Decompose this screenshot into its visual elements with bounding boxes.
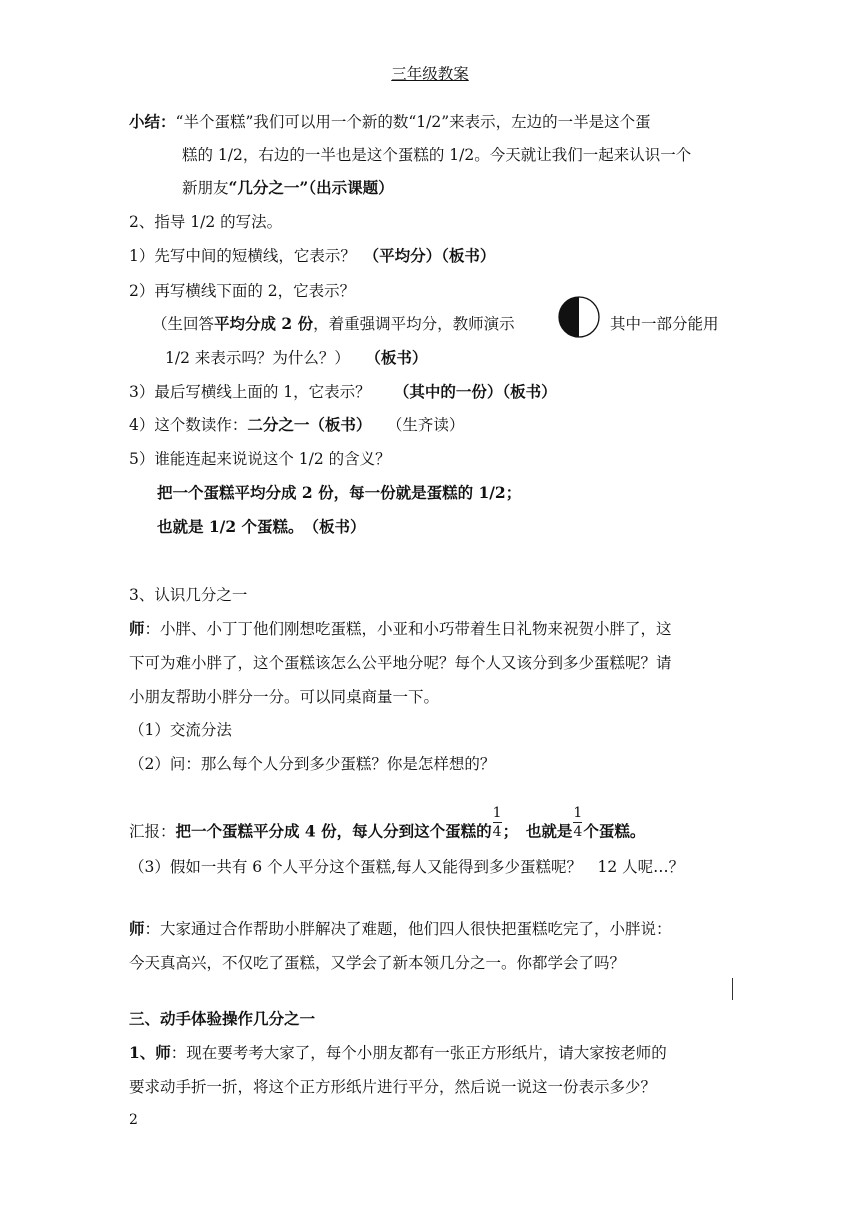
teacher-label: 师: [129, 619, 145, 638]
report-text-c: 个蛋糕。: [583, 821, 646, 841]
teacher-line-1: [129, 617, 672, 641]
step-4: [129, 413, 464, 437]
section-4-title: 三、动手体验操作几分之一: [129, 1009, 316, 1028]
summary-line-3: [182, 176, 394, 200]
step-3-board: （其中的一份）（板书）: [401, 382, 557, 401]
teacher2-label: 师: [129, 919, 145, 938]
step-5-answer-2: 也就是 1/2 个蛋糕。 （板书）: [157, 517, 366, 536]
teacher2-line-2: 今天真高兴，不仅吃了蛋糕，又学会了新本领几分之一。你都学会了吗？: [129, 954, 626, 972]
report-text-a: 把一个蛋糕平分成 4 份，每人分到这个蛋糕的: [175, 821, 492, 841]
step-4-board: 二分之一（板书）: [247, 415, 364, 434]
step-2-note-2: [165, 346, 427, 370]
item-1-label: 1、师: [129, 1043, 171, 1062]
step-1-text: 1）先写中间的短横线，它表示？: [129, 247, 372, 265]
section-2-title: 2、指导 1/2 的写法。: [129, 213, 283, 231]
half-circle-icon: [557, 295, 601, 339]
step-2-note2-b: （板书）: [373, 348, 428, 367]
summary-label: 小结：: [129, 112, 176, 131]
fraction-denominator: 4: [492, 824, 502, 840]
summary-text-3a: 新朋友: [182, 179, 229, 197]
page-number: 2: [129, 1112, 138, 1128]
step-4-note: （生齐读）: [363, 416, 465, 434]
summary-text-1: “半个蛋糕”我们可以用一个新的数“1/2”来表示，左边的一半是这个蛋: [175, 113, 651, 131]
summary-line-1: [129, 110, 651, 134]
teacher2-line-1: [129, 917, 672, 941]
lesson-topic: “几分之一”（出示课题）: [228, 178, 394, 197]
report-line: [129, 805, 646, 845]
step-4-text: 4）这个数读作：: [129, 416, 248, 434]
report-text-b: ； 也就是: [502, 821, 573, 841]
step-1-board: （平均分）（板书）: [371, 246, 496, 265]
question-2: （2）问：那么每个人分到多少蛋糕？你是怎样想的？: [129, 755, 496, 773]
summary-line-2: 糕的 1/2，右边的一半也是这个蛋糕的 1/2。今天就让我们一起来认识一个: [182, 146, 692, 164]
teacher-text-1: ：小胖、小丁丁他们刚想吃蛋糕，小亚和小巧带着生日礼物来祝贺小胖了，这: [144, 620, 672, 638]
step-5-answer-1: 把一个蛋糕平均分成 2 份，每一份就是蛋糕的 1/2；: [157, 483, 522, 502]
step-2-note2-a: 1/2 来表示吗？为什么？）: [165, 349, 374, 367]
fraction-numerator: 1: [492, 805, 502, 821]
fraction-bar: [493, 822, 502, 823]
step-3-text: 3）最后写横线上面的 1，它表示？: [129, 383, 402, 401]
step-2: 2）再写横线下面的 2，它表示？: [129, 282, 356, 300]
step-2-note: [152, 312, 515, 336]
fraction-numerator-2: 1: [573, 805, 583, 821]
teacher2-text-1: ：大家通过合作帮助小胖解决了难题，他们四人很快把蛋糕吃完了，小胖说：: [144, 920, 672, 938]
question-1: （1）交流分法: [129, 721, 232, 739]
question-3: （3）假如一共有 6 个人平分这个蛋糕,每人又能得到多少蛋糕呢？ 12 人呢…？: [129, 858, 685, 876]
step-5: 5）谁能连起来说说这个 1/2 的含义？: [129, 450, 391, 468]
step-2-note-b: 平均分成 2 份: [214, 314, 314, 333]
fraction-denominator-2: 4: [573, 824, 583, 840]
fraction-quarter: [493, 805, 502, 840]
fraction-bar-2: [573, 822, 582, 823]
page-header-title: 三年级教案: [391, 65, 469, 83]
item-1-line-2: 要求动手折一折，将这个正方形纸片进行平分，然后说一说这一份表示多少？: [129, 1078, 657, 1096]
teacher-line-3: 小朋友帮助小胖分一分。可以同桌商量一下。: [129, 688, 440, 706]
text-cursor: [732, 978, 733, 1000]
teacher-line-2: 下可为难小胖了，这个蛋糕该怎么公平地分呢？每个人又该分到多少蛋糕呢？请: [129, 654, 672, 672]
step-2-note-a: （生回答: [152, 315, 215, 333]
fraction-quarter-2: [573, 805, 582, 840]
section-3-title: 3、认识几分之一: [129, 586, 248, 604]
step-2-note-d: 其中一部分能用: [610, 315, 719, 333]
item-1-line-1: [129, 1041, 667, 1065]
step-1: [129, 244, 495, 268]
step-3: [129, 380, 557, 404]
item-1-text-1: ：现在要考考大家了，每个小朋友都有一张正方形纸片，请大家按老师的: [170, 1044, 667, 1062]
report-label: 汇报：: [129, 822, 176, 841]
step-2-note-c: ，着重强调平均分，教师演示: [313, 315, 515, 333]
